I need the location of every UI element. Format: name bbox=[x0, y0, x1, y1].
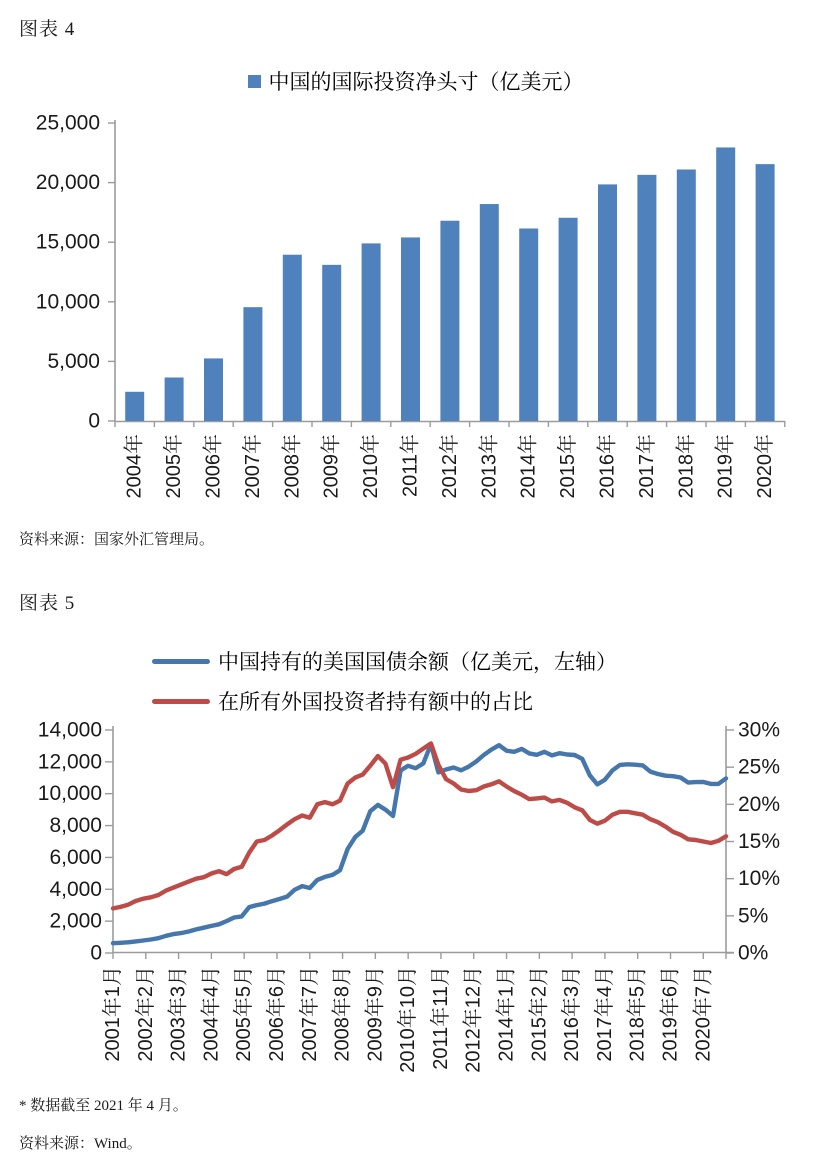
left-axis-tick-label: 10,000 bbox=[37, 782, 102, 806]
x-axis-month-label: 2011年11月 bbox=[429, 966, 452, 1070]
x-axis-month-label: 2004年4月 bbox=[200, 966, 223, 1062]
x-axis-category-label: 2014年 bbox=[517, 434, 540, 499]
bar-2018年 bbox=[677, 169, 696, 421]
right-axis-tick-label: 20% bbox=[738, 792, 781, 816]
bar-2016年 bbox=[598, 184, 617, 421]
x-axis-category-label: 2004年 bbox=[123, 434, 146, 499]
x-axis-category-label: 2012年 bbox=[438, 434, 461, 499]
right-axis-tick-label: 30% bbox=[738, 718, 781, 742]
x-axis-month-label: 2010年10月 bbox=[397, 966, 420, 1073]
chart2-legend-row-red bbox=[152, 681, 772, 721]
x-axis-month-label: 2002年2月 bbox=[134, 966, 157, 1062]
x-axis-month-label: 2007年7月 bbox=[298, 966, 321, 1062]
x-axis-month-label: 2005年5月 bbox=[233, 966, 256, 1062]
x-axis-month-label: 2019年6月 bbox=[659, 966, 682, 1062]
chart1-legend-label: 中国的国际投资净头寸（亿美元） bbox=[268, 70, 584, 94]
x-axis-category-label: 2013年 bbox=[478, 434, 501, 499]
x-axis-category-label: 2005年 bbox=[163, 434, 186, 499]
x-axis-category-label: 2008年 bbox=[281, 434, 304, 499]
x-axis-month-label: 2020年7月 bbox=[692, 966, 715, 1062]
legend-line-icon-red bbox=[152, 699, 210, 704]
chart2-source-note: 资料来源：Wind。 bbox=[19, 1136, 142, 1152]
chart1-legend bbox=[0, 66, 831, 96]
bar-2004年 bbox=[125, 392, 144, 421]
bar-2020年 bbox=[756, 164, 775, 421]
figure5-label: 图表 5 bbox=[19, 593, 76, 614]
x-axis-category-label: 2018年 bbox=[675, 434, 698, 499]
bar-2006年 bbox=[204, 358, 223, 421]
y-axis-tick-label: 20,000 bbox=[35, 171, 100, 195]
left-axis-tick-label: 4,000 bbox=[49, 877, 102, 901]
chart2-legend bbox=[152, 641, 772, 721]
x-axis-category-label: 2011年 bbox=[399, 434, 422, 498]
chart2-legend-row-blue bbox=[152, 641, 772, 681]
x-axis-category-label: 2010年 bbox=[360, 434, 383, 499]
left-axis-tick-label: 2,000 bbox=[49, 909, 102, 933]
left-axis-tick-label: 6,000 bbox=[49, 845, 102, 869]
x-axis-month-label: 2001年1月 bbox=[102, 966, 124, 1062]
bar-2013年 bbox=[480, 204, 499, 421]
bar-2007年 bbox=[243, 307, 262, 421]
chart1-source-note: 资料来源：国家外汇管理局。 bbox=[19, 532, 215, 548]
figure4-label: 图表 4 bbox=[19, 19, 76, 40]
bar-2012年 bbox=[440, 221, 459, 421]
bar-2009年 bbox=[322, 265, 341, 421]
x-axis-category-label: 2017年 bbox=[635, 434, 658, 499]
x-axis-category-label: 2020年 bbox=[754, 434, 777, 499]
y-axis-tick-label: 15,000 bbox=[35, 230, 100, 254]
x-axis-category-label: 2007年 bbox=[241, 434, 264, 499]
bar-2011年 bbox=[401, 237, 420, 421]
chart2-legend-label-red: 在所有外国投资者持有额中的占比 bbox=[218, 690, 533, 714]
left-axis-tick-label: 12,000 bbox=[37, 750, 102, 774]
x-axis-month-label: 2014年1月 bbox=[495, 966, 518, 1062]
x-axis-month-label: 2006年6月 bbox=[265, 966, 288, 1062]
x-axis-category-label: 2009年 bbox=[320, 434, 343, 499]
x-axis-month-label: 2003年3月 bbox=[167, 966, 190, 1062]
legend-square-icon bbox=[248, 75, 261, 88]
y-axis-tick-label: 25,000 bbox=[35, 111, 100, 135]
x-axis-category-label: 2006年 bbox=[202, 434, 225, 499]
series-line-left bbox=[113, 744, 726, 943]
x-axis-month-label: 2018年5月 bbox=[626, 966, 649, 1062]
x-axis-category-label: 2019年 bbox=[714, 434, 737, 499]
bar-2008年 bbox=[283, 255, 302, 421]
y-axis-tick-label: 10,000 bbox=[35, 290, 100, 314]
left-axis-tick-label: 0 bbox=[90, 941, 102, 965]
bar-2017年 bbox=[637, 175, 656, 421]
chart2-legend-label-blue: 中国持有的美国国债余额（亿美元，左轴） bbox=[218, 650, 617, 674]
x-axis-month-label: 2008年8月 bbox=[331, 966, 354, 1062]
right-axis-tick-label: 25% bbox=[738, 755, 781, 779]
x-axis-month-label: 2016年3月 bbox=[561, 966, 584, 1062]
left-axis-tick-label: 8,000 bbox=[49, 814, 102, 838]
y-axis-tick-label: 0 bbox=[88, 409, 100, 433]
right-axis-tick-label: 0% bbox=[738, 941, 769, 965]
right-axis-tick-label: 5% bbox=[738, 904, 769, 928]
bar-chart-net-iip bbox=[0, 100, 831, 520]
x-axis-month-label: 2009年9月 bbox=[364, 966, 387, 1062]
chart2-footnote: * 数据截至 2021 年 4 月。 bbox=[19, 1098, 188, 1114]
x-axis-month-label: 2017年4月 bbox=[593, 966, 616, 1062]
bar-2015年 bbox=[559, 218, 578, 421]
bar-2005年 bbox=[165, 377, 184, 421]
y-axis-tick-label: 5,000 bbox=[47, 349, 100, 373]
right-axis-tick-label: 10% bbox=[738, 867, 781, 891]
bar-2014年 bbox=[519, 228, 538, 421]
left-axis-tick-label: 14,000 bbox=[37, 718, 102, 742]
legend-line-icon-blue bbox=[152, 659, 210, 664]
x-axis-category-label: 2015年 bbox=[557, 434, 580, 499]
bar-2019年 bbox=[716, 147, 735, 421]
right-axis-tick-label: 15% bbox=[738, 830, 781, 853]
x-axis-month-label: 2015年2月 bbox=[528, 966, 551, 1062]
bar-2010年 bbox=[362, 243, 381, 421]
x-axis-category-label: 2016年 bbox=[596, 434, 619, 499]
x-axis-month-label: 2012年12月 bbox=[462, 966, 485, 1073]
